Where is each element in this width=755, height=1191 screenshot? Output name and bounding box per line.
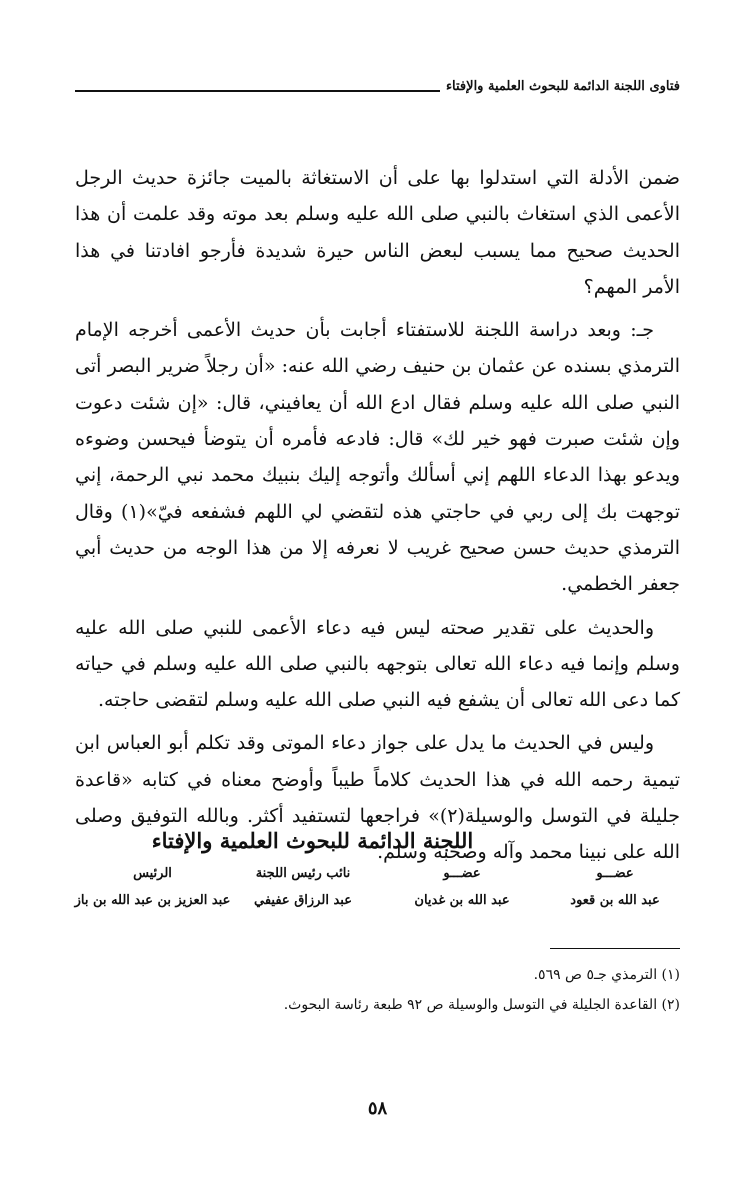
signatory-role: عضـــو: [596, 866, 634, 881]
running-title: فتاوى اللجنة الدائمة للبحوث العلمية والإفتاء: [445, 79, 680, 94]
footnote-2: (٢) القاعدة الجليلة في التوسل والوسيلة ص ٩٢ طبعة رئاسة البحوث.: [283, 997, 680, 1013]
committee-title: اللجنة الدائمة للبحوث العلمية والإفتاء: [151, 828, 474, 853]
commentary-paragraph: والحديث على تقدير صحته ليس فيه دعاء الأعمى للنبي صلى الله عليه وسلم وإنما فيه دعاء الله تعالى بتوجهه بالنبي صلى الله عليه وسلم في حياته كما دعى الله تعالى أن يشفع فيه النبي صلى الله عليه وسلم لتقضى حاجته.: [75, 616, 680, 712]
signatory-name: عبد العزيز بن عبد الله بن باز: [74, 893, 231, 908]
signatory-role: عضـــو: [443, 866, 481, 881]
question-paragraph: ضمن الأدلة التي استدلوا بها على أن الاستغاثة بالميت جائزة حديث الرجل الأعمى الذي استغاث بالنبي صلى الله عليه وسلم بعد موته وقد علمت أن هذا الحديث صحيح مما يسبب لبعض الناس حيرة شديدة فأرجو افادتنا في هذا الأمر المهم؟: [75, 167, 680, 298]
fatwa-body: [75, 160, 680, 878]
answer-paragraph: جـ: وبعد دراسة اللجنة للاستفتاء أجابت بأن حديث الأعمى أخرجه الإمام الترمذي بسنده عن عثمان بن حنيف رضي الله عنه: «أن رجلاً ضرير البصر أتى النبي صلى الله عليه وسلم فقال ادع الله أن يعافيني، قال: «إن شئت دعوت وإن شئت صبرت فهو خير لك» قال: فادعه فأمره أن يتوضأ فيحسن وضوءه ويدعو بهذا الدعاء اللهم إني أسألك وأتوجه إليك بنبيك محمد نبي الرحمة، إني توجهت بك إلى ربي في حاجتي هذه لتقضي لي اللهم فشفعه فيّ»(١) وقال الترمذي حديث حسن صحيح غريب لا نعرفه إلا من هذا الوجه من حديث أبي جعفر الخطمي.: [75, 319, 680, 596]
signatory-member-2: [397, 866, 527, 908]
page-number: ٥٨: [367, 1098, 388, 1119]
header-rule: [75, 90, 440, 92]
signatory-member-1: [550, 866, 680, 908]
signatory-president: [70, 866, 235, 908]
footnotes: [75, 960, 680, 1020]
signatory-role: الرئيس: [133, 866, 172, 881]
running-header: [75, 70, 680, 98]
footnote-1: (١) الترمذي جـ٥ ص ٥٦٩.: [533, 967, 680, 983]
signatory-name: عبد الله بن قعود: [570, 893, 660, 908]
footnote-separator: [550, 948, 680, 949]
signatory-vice-president: [243, 866, 363, 908]
signatory-name: عبد الرزاق عفيفي: [254, 893, 352, 908]
signatory-role: نائب رئيس اللجنة: [255, 866, 351, 881]
signatory-name: عبد الله بن غديان: [414, 893, 510, 908]
conclusion-paragraph: وليس في الحديث ما يدل على جواز دعاء الموتى وقد تكلم أبو العباس ابن تيمية رحمه الله في هذا الحديث كلاماً طيباً وأوضح معناه في كتابه «قاعدة جليلة في التوسل والوسيلة(٢)» فراجعها لتستفيد أكثر. وبالله التوفيق وصلى الله على نبينا محمد وآله وصحبه وسلم.: [75, 732, 680, 864]
